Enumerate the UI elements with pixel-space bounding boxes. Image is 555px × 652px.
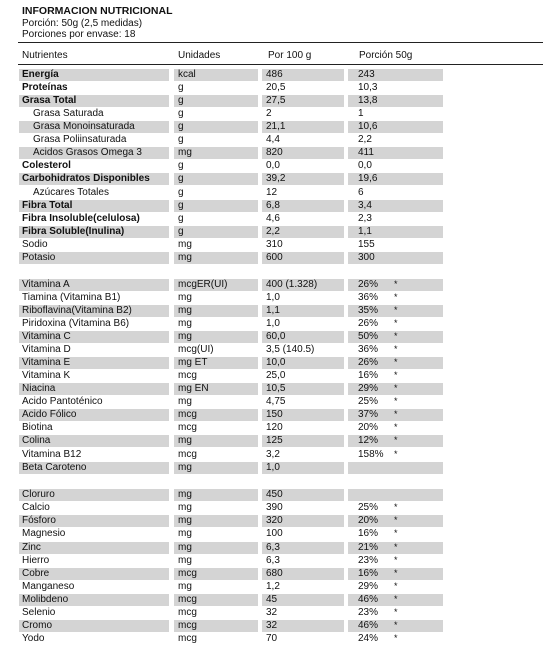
table-row — [0, 305, 555, 318]
nutrient-name: Vitamina C — [19, 331, 169, 343]
value-per-100g: 6,3 — [266, 555, 280, 566]
value-per-portion — [348, 462, 443, 474]
table-row — [0, 489, 555, 502]
nutrient-name: Zinc — [19, 542, 169, 554]
footnote-asterisk: * — [394, 409, 398, 419]
table-row — [0, 555, 555, 568]
nutrient-unit: mcg — [178, 633, 197, 644]
value-per-portion: 46% — [348, 620, 443, 632]
table-row — [0, 173, 555, 186]
table-row — [0, 633, 555, 646]
table-row — [0, 370, 555, 383]
nutrient-unit: mg — [174, 147, 258, 159]
footnote-asterisk: * — [394, 607, 398, 617]
footnote-asterisk: * — [394, 515, 398, 525]
nutrient-unit: g — [178, 187, 184, 198]
nutrient-name: Fibra Soluble(Inulina) — [19, 226, 169, 238]
footnote-asterisk: * — [394, 528, 398, 538]
table-row — [0, 69, 555, 82]
footnote-asterisk: * — [394, 370, 398, 380]
nutrient-unit: mg — [178, 396, 192, 407]
nutrient-unit: mcg — [174, 620, 258, 632]
nutrient-unit: mg — [174, 462, 258, 474]
column-header-per-100g: Por 100 g — [268, 50, 312, 61]
value-per-100g: 3,2 — [266, 449, 280, 460]
nutrient-unit: mg — [174, 542, 258, 554]
nutrient-unit: g — [174, 173, 258, 185]
nutrient-name: Acidos Grasos Omega 3 — [19, 147, 169, 159]
nutrient-unit: mg — [174, 435, 258, 447]
nutrient-name: Riboflavina(Vitamina B2) — [19, 305, 169, 317]
value-per-100g: 3,5 (140.5) — [266, 344, 315, 355]
nutrient-name: Cromo — [19, 620, 169, 632]
value-per-100g: 4,4 — [266, 134, 280, 145]
nutrient-name: Vitamina A — [19, 279, 169, 291]
nutrient-name: Vitamina D — [22, 344, 71, 355]
nutrient-unit: mcg — [178, 449, 197, 460]
nutrient-name: Grasa Monoinsaturada — [19, 121, 169, 133]
column-header-nutrients: Nutrientes — [22, 50, 68, 61]
table-row — [0, 515, 555, 528]
value-per-100g: 45 — [262, 594, 344, 606]
table-row — [0, 357, 555, 370]
footnote-asterisk: * — [394, 633, 398, 643]
nutrient-name: Carbohidratos Disponibles — [19, 173, 169, 185]
nutrient-unit: mg — [178, 528, 192, 539]
nutrient-unit: mg — [174, 489, 258, 501]
nutrient-name: Fibra Insoluble(celulosa) — [22, 213, 140, 224]
value-per-100g: 21,1 — [262, 121, 344, 133]
table-title: INFORMACION NUTRICIONAL — [22, 5, 173, 17]
top-rule — [18, 42, 543, 43]
value-per-100g: 6,3 — [262, 542, 344, 554]
nutrient-unit: mg — [178, 318, 192, 329]
nutrient-unit: mcg — [174, 568, 258, 580]
column-header-per-portion: Porción 50g — [359, 50, 413, 61]
footnote-asterisk: * — [394, 555, 398, 565]
value-per-100g: 12 — [266, 187, 278, 198]
value-per-portion: 23% — [358, 555, 379, 566]
footnote-asterisk: * — [394, 344, 398, 354]
table-row — [0, 542, 555, 555]
value-per-portion: 26% — [348, 357, 443, 369]
nutrient-unit: mcg — [178, 370, 197, 381]
value-per-portion: 10,6 — [348, 121, 443, 133]
value-per-portion: 29% — [358, 581, 379, 592]
value-per-100g: 390 — [266, 502, 283, 513]
nutrient-name: Hierro — [22, 555, 50, 566]
nutrient-unit: g — [174, 226, 258, 238]
table-row — [0, 239, 555, 252]
value-per-portion: 155 — [358, 239, 375, 250]
table-row — [0, 528, 555, 541]
value-per-portion: 1 — [358, 108, 364, 119]
footnote-asterisk: * — [394, 305, 398, 315]
table-row — [0, 409, 555, 422]
value-per-portion: 29% — [348, 383, 443, 395]
value-per-100g: 1,0 — [262, 462, 344, 474]
value-per-portion: 300 — [348, 252, 443, 264]
nutrient-name: Molibdeno — [19, 594, 169, 606]
nutrient-unit: g — [174, 121, 258, 133]
table-row — [0, 318, 555, 331]
table-row — [0, 344, 555, 357]
nutrient-unit: g — [178, 213, 184, 224]
value-per-100g: 70 — [266, 633, 278, 644]
value-per-portion: 20% — [358, 422, 379, 433]
value-per-100g: 680 — [262, 568, 344, 580]
value-per-portion: 37% — [348, 409, 443, 421]
nutrient-name: Fibra Total — [19, 200, 169, 212]
value-per-100g: 100 — [266, 528, 283, 539]
header-rule — [18, 64, 543, 65]
value-per-100g: 32 — [262, 620, 344, 632]
table-row — [0, 331, 555, 344]
nutrient-name: Azúcares Totales — [33, 187, 109, 198]
nutrient-name: Cloruro — [19, 489, 169, 501]
nutrient-unit: g — [178, 160, 184, 171]
nutrient-name: Grasa Poliinsaturada — [33, 134, 127, 145]
table-row — [0, 594, 555, 607]
nutrient-name: Sodio — [22, 239, 48, 250]
table-row — [0, 279, 555, 292]
table-row — [0, 568, 555, 581]
table-row — [0, 396, 555, 409]
nutrient-name: Tiamina (Vitamina B1) — [22, 292, 121, 303]
footnote-asterisk: * — [394, 435, 398, 445]
nutrient-name: Magnesio — [22, 528, 66, 539]
nutrient-name: Piridoxina (Vitamina B6) — [22, 318, 130, 329]
nutrient-unit: kcal — [174, 69, 258, 81]
nutrient-unit: mcg — [174, 594, 258, 606]
footnote-asterisk: * — [394, 383, 398, 393]
nutrient-unit: mg ET — [174, 357, 258, 369]
nutrient-name: Selenio — [22, 607, 56, 618]
nutrient-name: Proteínas — [22, 82, 68, 93]
table-row — [0, 607, 555, 620]
value-per-100g: 1,0 — [266, 318, 280, 329]
table-row — [0, 187, 555, 200]
table-row — [0, 95, 555, 108]
servings-per-container: Porciones por envase: 18 — [22, 29, 136, 40]
value-per-100g: 400 (1.328) — [262, 279, 344, 291]
nutrient-unit: g — [174, 200, 258, 212]
value-per-portion: 25% — [358, 396, 379, 407]
value-per-portion: 2,3 — [358, 213, 372, 224]
value-per-portion: 1,1 — [348, 226, 443, 238]
value-per-100g: 2,2 — [262, 226, 344, 238]
nutrient-name: Colina — [19, 435, 169, 447]
value-per-portion: 25% — [358, 502, 379, 513]
value-per-portion: 46% — [348, 594, 443, 606]
nutrient-name: Energía — [19, 69, 169, 81]
footnote-asterisk: * — [394, 396, 398, 406]
table-row — [0, 502, 555, 515]
value-per-100g: 486 — [262, 69, 344, 81]
value-per-portion: 19,6 — [348, 173, 443, 185]
table-row — [0, 226, 555, 239]
value-per-portion: 24% — [358, 633, 379, 644]
value-per-100g: 1,0 — [266, 292, 280, 303]
nutrient-name: Grasa Saturada — [33, 108, 104, 119]
nutrient-name: Acido Fólico — [19, 409, 169, 421]
nutrient-name: Fósforo — [19, 515, 169, 527]
value-per-100g: 10,0 — [262, 357, 344, 369]
table-row — [0, 121, 555, 134]
value-per-portion: 36% — [358, 344, 379, 355]
value-per-portion: 21% — [348, 542, 443, 554]
value-per-portion: 50% — [348, 331, 443, 343]
value-per-100g: 0,0 — [266, 160, 280, 171]
nutrient-unit: mg — [174, 252, 258, 264]
table-row — [0, 82, 555, 95]
table-row — [0, 252, 555, 265]
value-per-portion: 16% — [358, 370, 379, 381]
footnote-asterisk: * — [394, 581, 398, 591]
value-per-100g: 2 — [266, 108, 272, 119]
value-per-100g: 25,0 — [266, 370, 286, 381]
nutrient-unit: g — [178, 82, 184, 93]
footnote-asterisk: * — [394, 620, 398, 630]
value-per-100g: 39,2 — [262, 173, 344, 185]
footnote-asterisk: * — [394, 279, 398, 289]
footnote-asterisk: * — [394, 331, 398, 341]
value-per-portion — [348, 489, 443, 501]
value-per-portion: 26% — [358, 318, 379, 329]
footnote-asterisk: * — [394, 422, 398, 432]
nutrient-unit: mg — [178, 581, 192, 592]
portion-size: Porción: 50g (2,5 medidas) — [22, 18, 143, 29]
value-per-100g: 1,1 — [262, 305, 344, 317]
nutrient-name: Potasio — [19, 252, 169, 264]
table-row — [0, 200, 555, 213]
value-per-portion: 411 — [348, 147, 443, 159]
value-per-portion: 243 — [348, 69, 443, 81]
table-row — [0, 147, 555, 160]
nutrient-unit: g — [178, 108, 184, 119]
table-row — [0, 134, 555, 147]
value-per-portion: 16% — [358, 528, 379, 539]
nutrient-name: Vitamina B12 — [22, 449, 82, 460]
footnote-asterisk: * — [394, 568, 398, 578]
value-per-100g: 310 — [266, 239, 283, 250]
nutrient-unit: mg — [178, 239, 192, 250]
nutrient-unit: g — [178, 134, 184, 145]
value-per-portion: 13,8 — [348, 95, 443, 107]
value-per-100g: 60,0 — [262, 331, 344, 343]
value-per-100g: 600 — [262, 252, 344, 264]
value-per-portion: 2,2 — [358, 134, 372, 145]
value-per-100g: 120 — [266, 422, 283, 433]
value-per-portion: 0,0 — [358, 160, 372, 171]
table-row — [0, 581, 555, 594]
value-per-portion: 10,3 — [358, 82, 378, 93]
value-per-100g: 150 — [262, 409, 344, 421]
value-per-100g: 125 — [262, 435, 344, 447]
nutrient-unit: mcg — [174, 409, 258, 421]
value-per-100g: 1,2 — [266, 581, 280, 592]
nutrient-name: Biotina — [22, 422, 53, 433]
nutrient-name: Acido Pantoténico — [22, 396, 103, 407]
footnote-asterisk: * — [394, 318, 398, 328]
nutrient-name: Grasa Total — [19, 95, 169, 107]
value-per-portion: 35% — [348, 305, 443, 317]
footnote-asterisk: * — [394, 357, 398, 367]
value-per-100g: 32 — [266, 607, 278, 618]
nutrient-name: Colesterol — [22, 160, 71, 171]
value-per-portion: 23% — [358, 607, 379, 618]
nutrient-unit: mcg — [178, 422, 197, 433]
table-row — [0, 292, 555, 305]
nutrient-unit: mcg(UI) — [178, 344, 214, 355]
table-row — [0, 108, 555, 121]
nutrient-unit: mg — [178, 292, 192, 303]
nutrient-unit: mg — [178, 502, 192, 513]
table-row — [0, 620, 555, 633]
table-row — [0, 422, 555, 435]
footnote-asterisk: * — [394, 594, 398, 604]
nutrient-name: Calcio — [22, 502, 50, 513]
nutrient-name: Beta Caroteno — [19, 462, 169, 474]
nutrient-unit: g — [174, 95, 258, 107]
value-per-portion: 20% — [348, 515, 443, 527]
nutrient-name: Vitamina K — [22, 370, 71, 381]
nutrient-name: Yodo — [22, 633, 45, 644]
value-per-100g: 6,8 — [262, 200, 344, 212]
footnote-asterisk: * — [394, 542, 398, 552]
value-per-portion: 12% — [348, 435, 443, 447]
value-per-portion: 26% — [348, 279, 443, 291]
value-per-100g: 820 — [262, 147, 344, 159]
table-row — [0, 383, 555, 396]
footnote-asterisk: * — [394, 502, 398, 512]
nutrient-unit: mg — [174, 305, 258, 317]
nutrient-unit: mg EN — [174, 383, 258, 395]
nutrient-unit: mg — [178, 555, 192, 566]
value-per-100g: 4,75 — [266, 396, 286, 407]
table-row — [0, 160, 555, 173]
value-per-100g: 4,6 — [266, 213, 280, 224]
footnote-asterisk: * — [394, 292, 398, 302]
value-per-100g: 27,5 — [262, 95, 344, 107]
value-per-100g: 10,5 — [262, 383, 344, 395]
nutrient-name: Cobre — [19, 568, 169, 580]
value-per-100g: 320 — [262, 515, 344, 527]
nutrient-unit: mg — [174, 331, 258, 343]
value-per-100g: 450 — [262, 489, 344, 501]
nutrient-unit: mcgER(UI) — [174, 279, 258, 291]
nutrient-unit: mcg — [178, 607, 197, 618]
value-per-portion: 6 — [358, 187, 364, 198]
table-row — [0, 462, 555, 475]
table-row — [0, 213, 555, 226]
value-per-portion: 3,4 — [348, 200, 443, 212]
value-per-portion: 16% — [348, 568, 443, 580]
nutrient-name: Vitamina E — [19, 357, 169, 369]
value-per-portion: 36% — [358, 292, 379, 303]
table-row — [0, 449, 555, 462]
nutrient-name: Niacina — [19, 383, 169, 395]
footnote-asterisk: * — [394, 449, 398, 459]
value-per-portion: 158% — [358, 449, 384, 460]
table-row — [0, 435, 555, 448]
value-per-100g: 20,5 — [266, 82, 286, 93]
nutrient-unit: mg — [174, 515, 258, 527]
nutrient-name: Manganeso — [22, 581, 75, 592]
column-header-units: Unidades — [178, 50, 221, 61]
